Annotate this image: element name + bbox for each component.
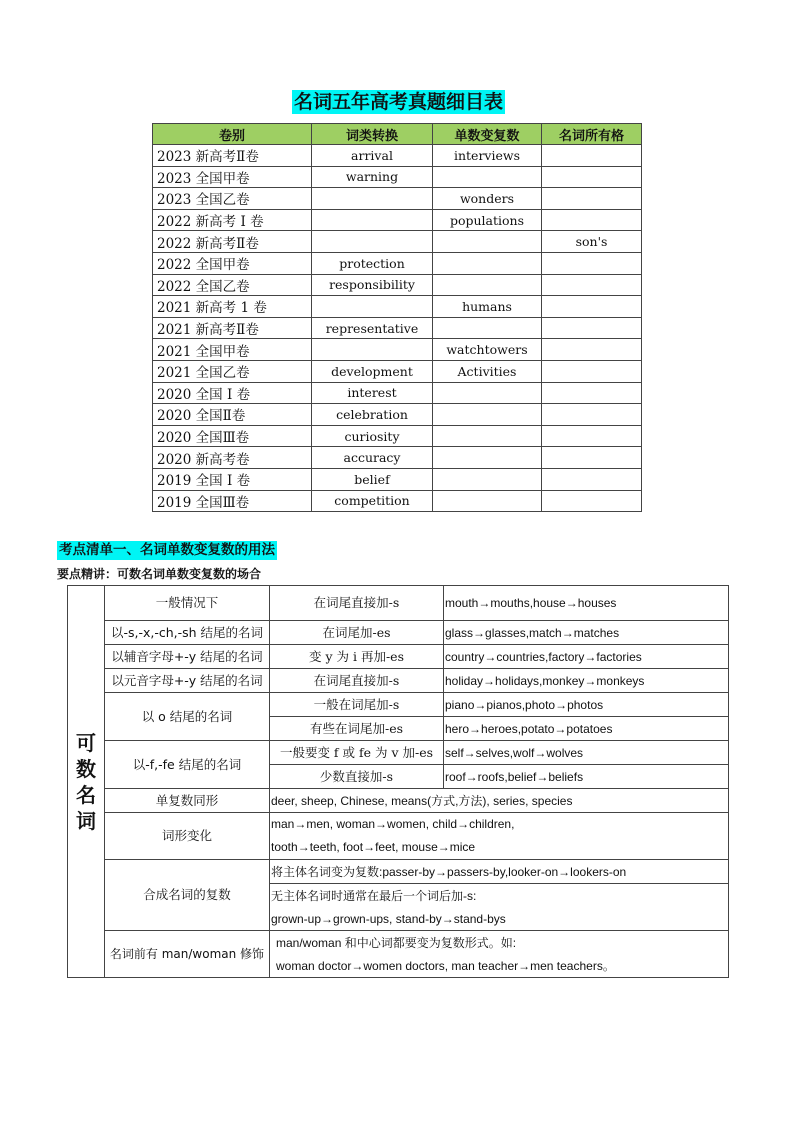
header-possessive: 名词所有格	[542, 124, 642, 145]
cell-possessive	[542, 468, 642, 490]
table-header-row	[153, 124, 642, 145]
cell-conversion	[312, 339, 433, 361]
table-row	[153, 188, 642, 210]
rule-method: 在词尾直接加-s	[270, 669, 444, 693]
rule-category: 词形变化	[105, 813, 270, 860]
cell-exam: 2022 全国甲卷	[153, 252, 312, 274]
cell-possessive	[542, 188, 642, 210]
cell-plural: humans	[433, 296, 542, 318]
cell-exam: 2021 全国乙卷	[153, 360, 312, 382]
cell-exam: 2022 新高考Ⅱ卷	[153, 231, 312, 253]
cell-exam: 2021 新高考 1 卷	[153, 296, 312, 318]
table-row	[153, 468, 642, 490]
cell-possessive	[542, 166, 642, 188]
cell-plural	[433, 468, 542, 490]
table-row	[153, 231, 642, 253]
cell-possessive: son's	[542, 231, 642, 253]
exam-table-body	[153, 145, 642, 512]
table-row	[68, 693, 729, 717]
rule-category: 以元音字母+-y 结尾的名词	[105, 669, 270, 693]
rule-method: 一般要变 f 或 fe 为 v 加-es	[270, 741, 444, 765]
exam-detail-table	[152, 123, 642, 512]
cell-possessive	[542, 145, 642, 167]
rule-example: roof→roofs,belief→beliefs	[444, 765, 729, 789]
rule-example: holiday→holidays,monkey→monkeys	[444, 669, 729, 693]
cell-conversion: interest	[312, 382, 433, 404]
rule-method: 一般在词尾加-s	[270, 693, 444, 717]
cell-conversion	[312, 188, 433, 210]
cell-plural: wonders	[433, 188, 542, 210]
rule-example: hero→heroes,potato→potatoes	[444, 717, 729, 741]
example-line: tooth→teeth, foot→feet, mouse→mice	[271, 840, 476, 854]
table-row	[153, 274, 642, 296]
cell-exam: 2020 全国Ⅲ卷	[153, 425, 312, 447]
cell-conversion: representative	[312, 317, 433, 339]
cell-possessive	[542, 447, 642, 469]
cell-plural	[433, 274, 542, 296]
cell-exam: 2023 全国甲卷	[153, 166, 312, 188]
rule-category: 单复数同形	[105, 789, 270, 813]
table-row	[153, 404, 642, 426]
cell-plural	[433, 490, 542, 512]
rule-category: 以-f,-fe 结尾的名词	[105, 741, 270, 789]
cell-possessive	[542, 274, 642, 296]
header-conversion: 词类转换	[312, 124, 433, 145]
cell-plural	[433, 425, 542, 447]
cell-possessive	[542, 490, 642, 512]
cell-plural	[433, 252, 542, 274]
cell-exam: 2020 全国 I 卷	[153, 382, 312, 404]
table-row	[68, 621, 729, 645]
rule-example-block	[270, 813, 729, 860]
cell-plural	[433, 447, 542, 469]
table-row	[153, 339, 642, 361]
example-line: grown-up→grown-ups, stand-by→stand-bys	[270, 907, 729, 931]
rule-category: 一般情况下	[105, 586, 270, 621]
cell-possessive	[542, 425, 642, 447]
cell-conversion	[312, 231, 433, 253]
table-row	[153, 317, 642, 339]
cell-conversion: curiosity	[312, 425, 433, 447]
table-row	[68, 860, 729, 884]
cell-plural: interviews	[433, 145, 542, 167]
cell-plural: populations	[433, 209, 542, 231]
cell-exam: 2020 全国Ⅱ卷	[153, 404, 312, 426]
rule-method: 少数直接加-s	[270, 765, 444, 789]
cell-exam: 2021 全国甲卷	[153, 339, 312, 361]
table-row	[153, 360, 642, 382]
cell-exam: 2022 全国乙卷	[153, 274, 312, 296]
rule-example: mouth→mouths,house→houses	[444, 586, 729, 621]
cell-exam: 2023 全国乙卷	[153, 188, 312, 210]
cell-exam: 2020 新高考卷	[153, 447, 312, 469]
cell-plural	[433, 231, 542, 253]
cell-conversion: development	[312, 360, 433, 382]
rule-example: piano→pianos,photo→photos	[444, 693, 729, 717]
cell-possessive	[542, 360, 642, 382]
cell-possessive	[542, 404, 642, 426]
rule-category: 以 o 结尾的名词	[105, 693, 270, 741]
table-row	[153, 447, 642, 469]
cell-conversion: warning	[312, 166, 433, 188]
cell-exam: 2019 全国 I 卷	[153, 468, 312, 490]
table-row	[153, 145, 642, 167]
cell-possessive	[542, 339, 642, 361]
header-plural: 单数变复数	[433, 124, 542, 145]
example-line: woman doctor→women doctors, man teacher→men teachers。	[270, 954, 729, 978]
example-line: man/woman 和中心词都要变为复数形式。如:	[270, 931, 729, 955]
cell-conversion: celebration	[312, 404, 433, 426]
table-row	[68, 586, 729, 621]
cell-conversion	[312, 296, 433, 318]
plural-rules-table	[67, 585, 729, 978]
example-line: 将主体名词变为复数:passer-by→passers-by,looker-on→lookers-on	[270, 860, 729, 884]
rule-method: 在词尾直接加-s	[270, 586, 444, 621]
example-line: man→men, woman→women, child→children,	[271, 817, 515, 831]
table-row	[153, 425, 642, 447]
table-row	[153, 296, 642, 318]
rule-example: self→selves,wolf→wolves	[444, 741, 729, 765]
cell-possessive	[542, 382, 642, 404]
rule-example: deer, sheep, Chinese, means(方式,方法), series, species	[270, 789, 729, 813]
cell-exam: 2019 全国Ⅲ卷	[153, 490, 312, 512]
cell-exam: 2021 新高考Ⅱ卷	[153, 317, 312, 339]
cell-exam: 2022 新高考 I 卷	[153, 209, 312, 231]
cell-conversion: competition	[312, 490, 433, 512]
rule-example: country→countries,factory→factories	[444, 645, 729, 669]
table-row	[153, 166, 642, 188]
page-title: 名词五年高考真题细目表	[294, 91, 504, 113]
table-row	[153, 209, 642, 231]
cell-conversion: belief	[312, 468, 433, 490]
cell-plural	[433, 317, 542, 339]
rule-category: 以辅音字母+-y 结尾的名词	[105, 645, 270, 669]
section-subheading: 要点精讲：可数名词单数变复数的场合	[57, 567, 262, 581]
table-row	[68, 789, 729, 813]
cell-conversion: arrival	[312, 145, 433, 167]
cell-possessive	[542, 296, 642, 318]
cell-conversion	[312, 209, 433, 231]
example-line: 无主体名词时通常在最后一个词后加-s:	[270, 884, 729, 908]
rule-method: 在词尾加-es	[270, 621, 444, 645]
cell-plural	[433, 382, 542, 404]
table-row	[68, 741, 729, 765]
table-row	[68, 645, 729, 669]
cell-conversion: responsibility	[312, 274, 433, 296]
cell-plural	[433, 404, 542, 426]
cell-exam: 2023 新高考Ⅱ卷	[153, 145, 312, 167]
section-heading: 考点清单一、名词单数变复数的用法	[59, 542, 275, 558]
cell-plural: watchtowers	[433, 339, 542, 361]
cell-conversion: accuracy	[312, 447, 433, 469]
header-exam: 卷别	[153, 124, 312, 145]
table-row	[68, 669, 729, 693]
cell-possessive	[542, 209, 642, 231]
rule-category: 合成名词的复数	[105, 860, 270, 931]
rule-method: 变 y 为 i 再加-es	[270, 645, 444, 669]
table-row	[68, 931, 729, 955]
table-row	[153, 382, 642, 404]
cell-plural	[433, 166, 542, 188]
rule-method: 有些在词尾加-es	[270, 717, 444, 741]
countable-noun-label: 可数名词	[68, 586, 105, 978]
cell-possessive	[542, 317, 642, 339]
table-row	[153, 252, 642, 274]
cell-conversion: protection	[312, 252, 433, 274]
rule-category: 以-s,-x,-ch,-sh 结尾的名词	[105, 621, 270, 645]
table-row	[68, 813, 729, 860]
cell-plural: Activities	[433, 360, 542, 382]
rule-example: glass→glasses,match→matches	[444, 621, 729, 645]
rule-category: 名词前有 man/woman 修饰	[105, 931, 270, 978]
cell-possessive	[542, 252, 642, 274]
table-row	[153, 490, 642, 512]
